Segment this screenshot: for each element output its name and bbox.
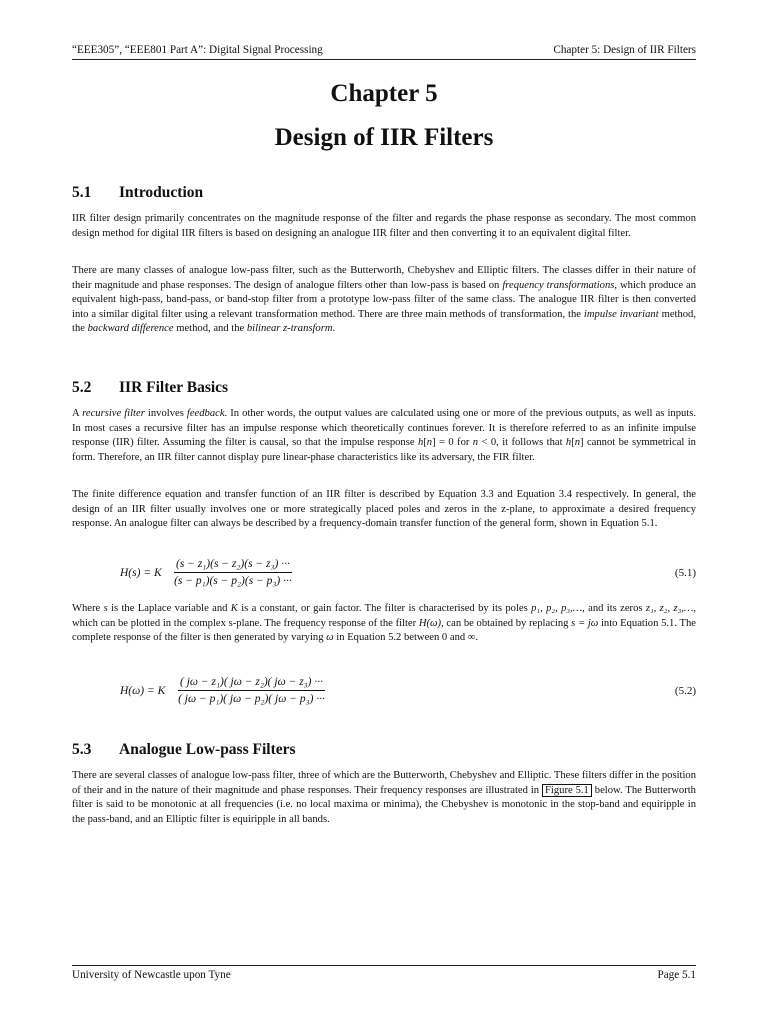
equation-5-2 <box>72 674 696 714</box>
running-header <box>72 44 696 60</box>
section-number: 5.3 <box>72 741 92 758</box>
section-title: IIR Filter Basics <box>119 379 229 396</box>
equation-lhs: H(s) = K <box>120 567 162 579</box>
paragraph-intro-2: There are many classes of analogue low-pass filter, such as the Butterworth, Chebyshev and Elliptic filters. The classes differ in their nature of their magnitude and phase responses. The design of analogue filters other than low-pass is based on frequency transformations, which produce an equivalent high-pass, band-pass, or band-stop filter from a prototype low-pass filter of the same class. The analogue IIR filter is then converted into a similar digital filter using a relevant transformation method. There are three main methods of transformation, the impulse invariant method, the backward difference method, and the bilinear z-transform. <box>72 265 697 335</box>
term-backward-difference: backward difference <box>87 323 174 335</box>
equation-5-1 <box>72 556 696 596</box>
footer-page-number: Page 5.1 <box>657 969 696 981</box>
figure-5-1-link[interactable]: Figure 5.1 <box>542 784 592 797</box>
footer-institution: University of Newcastle upon Tyne <box>72 969 231 981</box>
term-recursive-filter: recursive filter <box>82 408 145 419</box>
equation-fraction <box>174 556 292 589</box>
section-heading-5-3 <box>72 741 296 759</box>
section-title: Analogue Low-pass Filters <box>119 741 296 758</box>
running-footer <box>72 965 696 981</box>
document-page <box>72 0 696 1024</box>
equation-denominator: (s − p₁)(s − p₂)(s − p₃) ··· <box>174 575 292 587</box>
equation-fraction <box>178 674 325 707</box>
equation-denominator: ( jω − p₁)( jω − p₂)( jω − p₃) ··· <box>178 693 325 705</box>
term-frequency-transformations: frequency transformations <box>502 279 615 291</box>
equation-numerator: ( jω − z₁)( jω − z₂)( jω − z₃) ··· <box>178 674 325 691</box>
header-course-title: “EEE305”, “EEE801 Part A”: Digital Signal Processing <box>72 44 323 56</box>
header-chapter-title: Chapter 5: Design of IIR Filters <box>553 44 696 56</box>
chapter-number: Chapter 5 <box>330 80 438 107</box>
term-bilinear-z-transform: bilinear z-transform <box>246 323 333 335</box>
paragraph-basics-2: The finite difference equation and transfer function of an IIR filter is described by Equation 3.3 and Equation 3.4 respectively. In general, the design of an IIR filter usually involves one or more strategically placed poles and zeros in the z-plane, to approximate a desired frequency response. An analogue filter can always be described by a frequency-domain transfer function of the general form, shown in Equation 5.1. <box>72 489 696 530</box>
paragraph-intro-1: IIR filter design primarily concentrates on the magnitude response of the filter and regards the phase response as secondary. The most common design method for digital IIR filters is based on designing an analogue IIR filter and then converting it to an equivalent digital filter. <box>72 213 696 239</box>
paragraph-basics-3: Where s is the Laplace variable and K is a constant, or gain factor. The filter is characterised by its poles p₁, p₂, p₃,…, and its zeros z₁, z₂, z₃,…, which can be plotted in the complex s-plane. The frequency response of the filter H(ω), can be obtained by replacing s = jω into Equation 5.1. The complete response of the filter is then generated by varying ω in Equation 5.2 between 0 and ∞. <box>72 603 696 644</box>
paragraph-basics-1: A recursive filter involves feedback. In other words, the output values are calculated using one or more of the previous outputs, as well as inputs. In most cases a recursive filter has an impulse response which theoretically continues forever. It is therefore referred to as an infinite impulse response (IIR) filter. Assuming the filter is causal, so that the impulse response h[n] = 0 for n < 0, it follows that h[n] cannot be symmetrical in form. Therefore, an IIR filter cannot display pure linear-phase characteristics like its adversary, the FIR filter. <box>72 408 697 463</box>
equation-lhs: H(ω) = K <box>120 685 166 697</box>
term-feedback: feedback <box>186 408 225 419</box>
equation-number: (5.2) <box>674 685 696 697</box>
equation-number: (5.1) <box>674 567 696 579</box>
term-impulse-invariant: impulse invariant <box>583 308 659 320</box>
section-heading-5-2 <box>72 379 228 397</box>
section-heading-5-1 <box>72 184 203 202</box>
paragraph-lowpass-1: There are several classes of analogue low-pass filter, three of which are the Butterworth, Chebyshev and Elliptic. These filters differ in the position of their and in the nature of their magnitude and phase responses. Their frequency responses are illustrated in Figure 5.1 below. The Butterworth filter is said to be monotonic at all frequencies (i.e. no local maxima or minima), the Chebyshev is monotonic in the stop-band and equiripple in the pass-band, and an Elliptic filter is equiripple in all bands. <box>72 770 696 825</box>
chapter-title: Design of IIR Filters <box>274 124 494 151</box>
section-number: 5.2 <box>72 379 92 396</box>
equation-numerator: (s − z₁)(s − z₂)(s − z₃) ··· <box>174 556 292 573</box>
section-number: 5.1 <box>72 184 92 201</box>
section-title: Introduction <box>119 184 204 201</box>
